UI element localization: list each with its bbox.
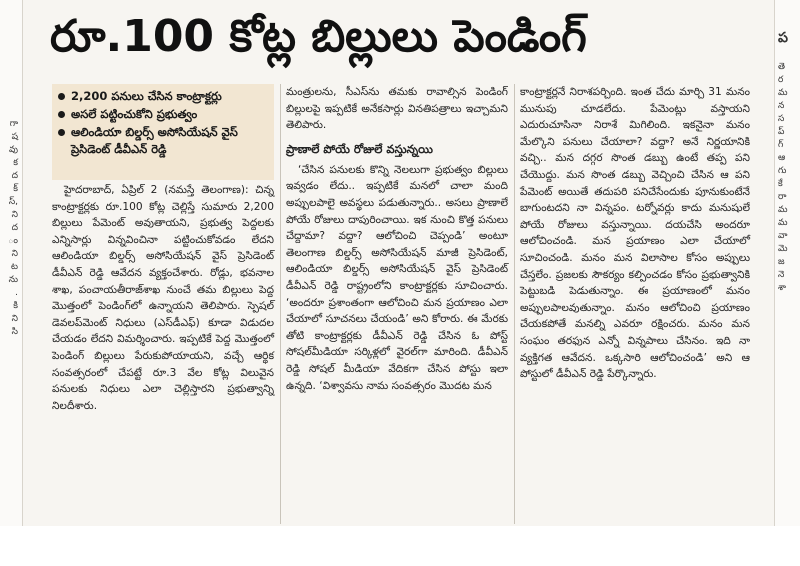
right-fragment: మ (778, 88, 788, 98)
left-fragment: ట (11, 262, 18, 272)
right-column-fragments (775, 0, 800, 295)
right-fragment: మ (778, 205, 788, 215)
right-fragment: శా (778, 283, 786, 293)
right-fragment: జ (778, 257, 785, 267)
bullet-icon (58, 129, 65, 136)
left-fragment: ను (8, 275, 18, 285)
left-fragment: క (13, 158, 18, 168)
right-fragment: వా (778, 231, 788, 241)
right-fragment (775, 48, 800, 61)
subhead-2 (58, 106, 268, 123)
right-fragment: ఆ (778, 153, 786, 163)
right-fragment: ప (778, 30, 788, 46)
left-fragment: సి (11, 327, 18, 337)
left-column-fragments (0, 0, 22, 339)
adjacent-column-left (0, 0, 23, 566)
left-fragment: ష (11, 132, 18, 142)
subhead-3 (58, 124, 268, 158)
subhead-1 (58, 88, 268, 105)
right-fragment: గు (778, 166, 787, 176)
right-fragment: న (778, 101, 785, 111)
section-heading: ప్రాణాలే పోయే రోజులే వస్తున్నయి (286, 141, 433, 156)
article-column-1 (52, 182, 274, 414)
adjacent-column-right (774, 0, 800, 566)
subhead-text: 2,200 పనులు చేసిన కాంట్రాక్టర్లు (71, 89, 222, 103)
bullet-icon (58, 93, 65, 100)
left-fragment: ని (11, 210, 18, 220)
subhead-text: అసలే పట్టించుకోని ప్రభుత్వం (71, 107, 198, 121)
left-fragment: వు (9, 145, 18, 155)
right-fragment: తె (778, 62, 786, 72)
column-2-text: ‘చేసిన పనులకు కొన్ని నెలలుగా ప్రభుత్వం బిల్లులు ఇవ్వడం లేదు.. ఇప్పటికే మనలో చాలా మంది అప్పులపాలై అవస్థలు పడుతున్నారు.. అసలు ప్రాణాలే పోయే రోజులు దాపురించాయి. ఇక నుంచి కొత్త పనులు చేద్దామా? వద్దా? ఆలోచించి చెప్పండి’ అంటూ తెలంగాణ బిల్డర్స్ అసోసియేషన్ మాజీ ప్రెసిడెంట్, ఆలిండియా బిల్డర్స్ అసోసియేషన్ వైస్ ప్రెసిడెంట్ డీవీఎన్ రెడ్డి రాష్ట్రంలోని కాంట్రాక్టర్లకు సూచించారు. ‘అందరూ ప్రశాంతంగా ఆలోచించి మన ప్రయాణం ఎలా చేయాలో సూచనలు చేయండి’ అని కోరారు. ఈ మేరకు తోటి కాంట్రాక్టర్లకు డీవీఎన్ రెడ్డి చేసిన ఓ పోస్ట్ సోషల్‌మీడియా సర్కిళ్లలో వైరల్‌గా మారింది. డీవీఎన్ రెడ్డి సోషల్ మీడియా వేదికగా చేసిన పోస్టు ఇలా ఉన్నది. ‘విశ్వావసు నామ సంవత్సరం మొదట మన (286, 163, 508, 392)
right-fragment: నె (778, 270, 785, 280)
bottom-margin (0, 526, 800, 566)
article-column-3 (520, 84, 750, 383)
right-fragment: ర (778, 75, 784, 85)
left-fragment: కి (13, 301, 18, 311)
right-fragment: మె (778, 244, 788, 254)
left-fragment: క్ (13, 184, 18, 194)
column-divider (514, 84, 515, 524)
subheads-box (52, 84, 274, 180)
column-2-intro: మంత్రులను, సీఎస్‌ను తమకు రావాల్సిన పెండింగ్ బిల్లులపై ఇప్పటికే అనేకసార్లు వినతిపత్రాలు ఇచ్చామని తెలిపారు. (286, 86, 508, 132)
left-fragment: . (15, 288, 18, 298)
subhead-text: ఆలిండియా బిల్డర్స్ అసోసియేషన్ వైస్ ప్రెసిడెంట్ డీవీఎన్ రెడ్డి (71, 125, 238, 156)
headline: రూ.100 కోట్ల బిల్లులు పెండింగ్ (50, 11, 587, 62)
left-fragment: ని (11, 314, 18, 324)
left-fragment: ని (11, 249, 18, 259)
column-1-text: హైదరాబాద్, ఏప్రిల్ 2 (నమస్తే తెలంగాణ): చిన్న కాంట్రాక్టర్లకు రూ.100 కోట్ల చెల్లిస్తే సుమారు 2,200 బిల్లులు పేమెంట్ అవుతాయని, ప్రభుత్వ పెద్దలకు ఎన్నిసార్లు విన్నవించినా పట్టించుకోవడం లేదని ఆలిండియా బిల్డర్స్ అసోసియేషన్ వైస్ ప్రెసిడెంట్ డీవీఎన్ రెడ్డి ఆవేదన వ్యక్తంచేశారు. రోడ్లు, భవనాల శాఖ, పంచాయతీరాజ్‌శాఖ నుంచే తమ బిల్లులు పెద్ద మొత్తంలో పెండింగ్‌లో ఉన్నాయని తెలిపారు. స్పెషల్ డెవలప్‌మెంట్ నిధులు (ఎస్‌డీఎఫ్) కూడా విడుదల చేయడం లేదని విమర్శించారు. ఇప్పటికే పెద్ద మొత్తంలో పెండింగ్ బిల్లులు పేరుకుపోయాయని, వచ్చే ఆర్థిక సంవత్సరంలో చేపట్టే రూ.3 వేల కోట్ల విలువైన పనులకు నిధులు ఎలా చెల్లిస్తారని ప్రభుత్వాన్ని నిలదీశారు. (52, 184, 274, 412)
right-fragment: మ (778, 218, 788, 228)
right-fragment: రా (778, 192, 787, 202)
right-fragment: స (778, 114, 785, 124)
left-fragment: స్, (8, 197, 18, 207)
left-fragment: గా (9, 119, 18, 129)
bullet-icon (58, 111, 65, 118)
column-divider (280, 84, 281, 524)
article (40, 0, 765, 566)
article-column-2 (286, 84, 508, 394)
right-fragment: గ్ (778, 140, 784, 150)
column-3-text: కాంట్రాక్టర్లనే నిరాశపర్చింది. ఇంత చేదు మార్చి 31 మనం మునుపు చూడలేదు. పేమెంట్లు వస్తాయని ఎదురుచూసినా నిరాశే మిగిలింది. ఇకనైనా మనం మేల్కొని పనులు చేయాలా? వద్దా? అనే నిర్ణయానికి వచ్చి.. మన దగ్గర సొంత డబ్బు ఉంటే తప్ప పని చేయొద్దు. మన సొంత డబ్బు వెచ్చించి చేసిన ఆ పని పేమెంట్ అయితే తదుపరి పనిచేసేందుకు పూనుకుంటేనే బాగుంటదని నా విన్నపం. టర్నోవర్లు కాదు మనుషులే పోయే రోజులు వస్తున్నాయి. దయచేసి అందరూ ఆలోచించండి. మన ప్రయాణం ఎలా చేయాలో సూచించండి. మనం మన విలాసాల కోసం అప్పులు చేస్తలేం. ప్రజలకు సౌకర్యం కల్పించడం కోసం ప్రభుత్వానికి పెట్టుబడి పెడుతున్నాం. ఈ ప్రయాణంలో మనం అప్పులపాలవుతున్నాం. మనం ఆలోచించి ప్రయాణం చేయకపోతే మనల్ని ఎవరూ రక్షించరు. మనం మన సంఘం తరఫున ఎన్నో విన్నపాలు చేసినం. ఇది నా వ్యక్తిగత ఆవేదన. ఒక్కసారి ఆలోచించండి’ అని ఆ పోస్టులో డీవీఎన్ రెడ్డి పేర్కొన్నారు. (520, 86, 750, 381)
left-fragment: ద (11, 171, 18, 181)
left-fragment: ద (11, 223, 18, 233)
right-fragment: కే (778, 179, 783, 189)
right-fragment: ప్ (778, 127, 785, 137)
left-fragment: ం (8, 236, 18, 246)
